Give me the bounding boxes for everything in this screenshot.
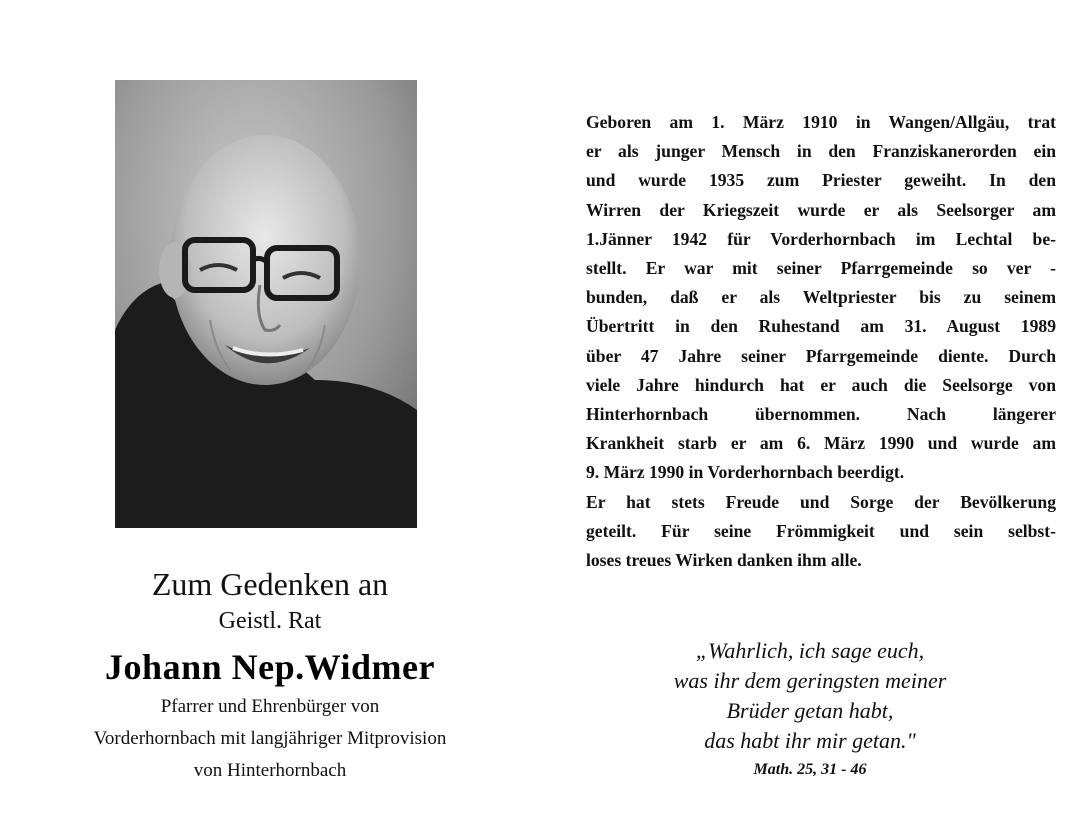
biography-line: und wurde 1935 zum Priester geweiht. In den	[586, 170, 1056, 191]
biography-line: Er hat stets Freude und Sorge der Bevölkerung	[586, 491, 1056, 512]
biography-line: er als junger Mensch in den Franziskanerorden ein	[586, 141, 1056, 162]
biography-line: Geboren am 1. März 1910 in Wangen/Allgäu, trat	[586, 112, 1056, 132]
biography-line: geteilt. Für seine Frömmigkeit und sein selbst-	[586, 520, 1056, 541]
role-line: Pfarrer und Ehrenbürger von	[160, 696, 380, 717]
quote-line: Brüder getan habt,	[726, 698, 894, 723]
quote-line: das habt ihr mir getan."	[704, 728, 916, 753]
portrait-photo	[115, 80, 417, 528]
biography-line: viele Jahre hindurch hat er auch die Seelsorge von	[586, 374, 1056, 395]
biography-line: 9. März 1990 in Vorderhornbach beerdigt.	[586, 462, 905, 483]
role-line: Vorderhornbach mit langjähriger Mitprovision	[93, 728, 447, 749]
biography-line: über 47 Jahre seiner Pfarrgemeinde diente. Durch	[586, 345, 1056, 366]
biography-line: 1.Jänner 1942 für Vorderhornbach im Lechtal be-	[586, 228, 1056, 249]
biography-line: Wirren der Kriegszeit wurde er als Seelsorger am	[586, 199, 1056, 220]
portrait-illustration	[115, 80, 417, 528]
honorific-title: Geistl. Rat	[218, 608, 322, 634]
biography-line: Hinterhornbach übernommen. Nach längerer	[586, 404, 1056, 425]
quote-source: Math. 25, 31 - 46	[753, 761, 867, 778]
biography-line: Übertritt in den Ruhestand am 31. August 1989	[586, 316, 1056, 337]
biography-text	[586, 108, 1056, 575]
role-line: von Hinterhornbach	[193, 760, 347, 781]
quote-line: „Wahrlich, ich sage euch,	[695, 638, 925, 663]
biography-line: loses treues Wirken danken ihm alle.	[586, 550, 862, 571]
memorial-heading: Zum Gedenken an	[151, 566, 389, 602]
biography-line: stellt. Er war mit seiner Pfarrgemeinde so ver -	[586, 258, 1056, 279]
deceased-name: Johann Nep.Widmer	[105, 647, 435, 687]
quote-line: was ihr dem geringsten meiner	[673, 668, 947, 693]
biography-line: bunden, daß er als Weltpriester bis zu seinem	[586, 287, 1056, 308]
biography-line: Krankheit starb er am 6. März 1990 und wurde am	[586, 433, 1056, 454]
